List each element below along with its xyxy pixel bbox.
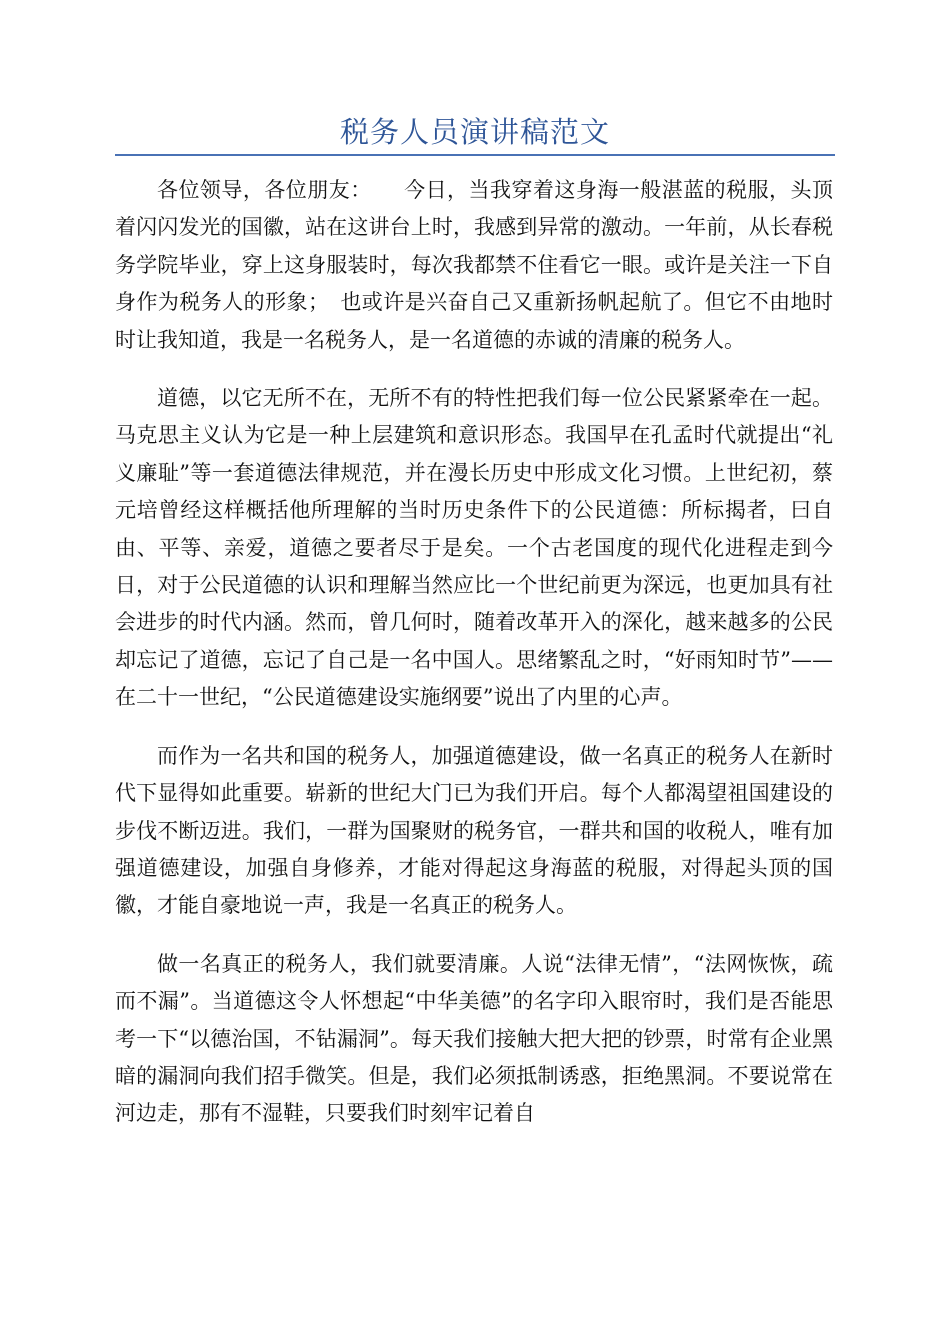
paragraph-2: 道德，以它无所不在，无所不有的特性把我们每一位公民紧紧牵在一起。马克思主义认为它是一种上层建筑和意识形态。我国早在孔孟时代就提出“礼义廉耻”等一套道德法律规范，并在漫长历史中形成文化习惯。上世纪初，蔡元培曾经这样概括他所理解的当时历史条件下的公民道德：所标揭者，曰自由、平等、亲爱，道德之要者尽于是矣。一个古老国度的现代化进程走到今日，对于公民道德的认识和理解当然应比一个世纪前更为深远，也更加具有社会进步的时代内涵。然而，曾几何时，随着改革开入的深化，越来越多的公民却忘记了道德，忘记了自己是一名中国人。思绪繁乱之时，“好雨知时节”——在二十一世纪，“公民道德建设实施纲要”说出了内里的心声。 — [115, 386, 833, 710]
paragraph-1: 各位领导，各位朋友： 今日，当我穿着这身海一般湛蓝的税服，头顶着闪闪发光的国徽，站在这讲台上时，我感到异常的激动。一年前，从长春税务学院毕业，穿上这身服装时，每次我都禁不住看它一眼。或许是关注一下自身作为税务人的形象； 也或许是兴奋自己又重新扬帆起航了。但它不由地时时让我知道，我是一名税务人，是一名道德的赤诚的清廉的税务人。 — [115, 178, 833, 352]
paragraph-4: 做一名真正的税务人，我们就要清廉。人说“法律无情”，“法网恢恢，疏而不漏”。当道德这令人怀想起“中华美德”的名字印入眼帘时，我们是否能思考一下“以德治国，不钻漏洞”。每天我们接触大把大把的钞票，时常有企业黑暗的漏洞向我们招手微笑。但是，我们必须抵制诱惑，拒绝黑洞。不要说常在河边走，那有不湿鞋，只要我们时刻牢记着自 — [115, 951, 833, 1126]
title-underline — [115, 154, 835, 156]
document-title: 税务人员演讲稿范文 — [339, 115, 610, 149]
document-body — [115, 172, 833, 1154]
paragraph-3: 而作为一名共和国的税务人，加强道德建设，做一名真正的税务人在新时代下显得如此重要。崭新的世纪大门已为我们开启。每个人都渴望祖国建设的步伐不断迈进。我们，一群为国聚财的税务官，一群共和国的收税人，唯有加强道德建设，加强自身修养，才能对得起这身海蓝的税服，对得起头顶的国徽，才能自豪地说一声，我是一名真正的税务人。 — [115, 743, 833, 918]
